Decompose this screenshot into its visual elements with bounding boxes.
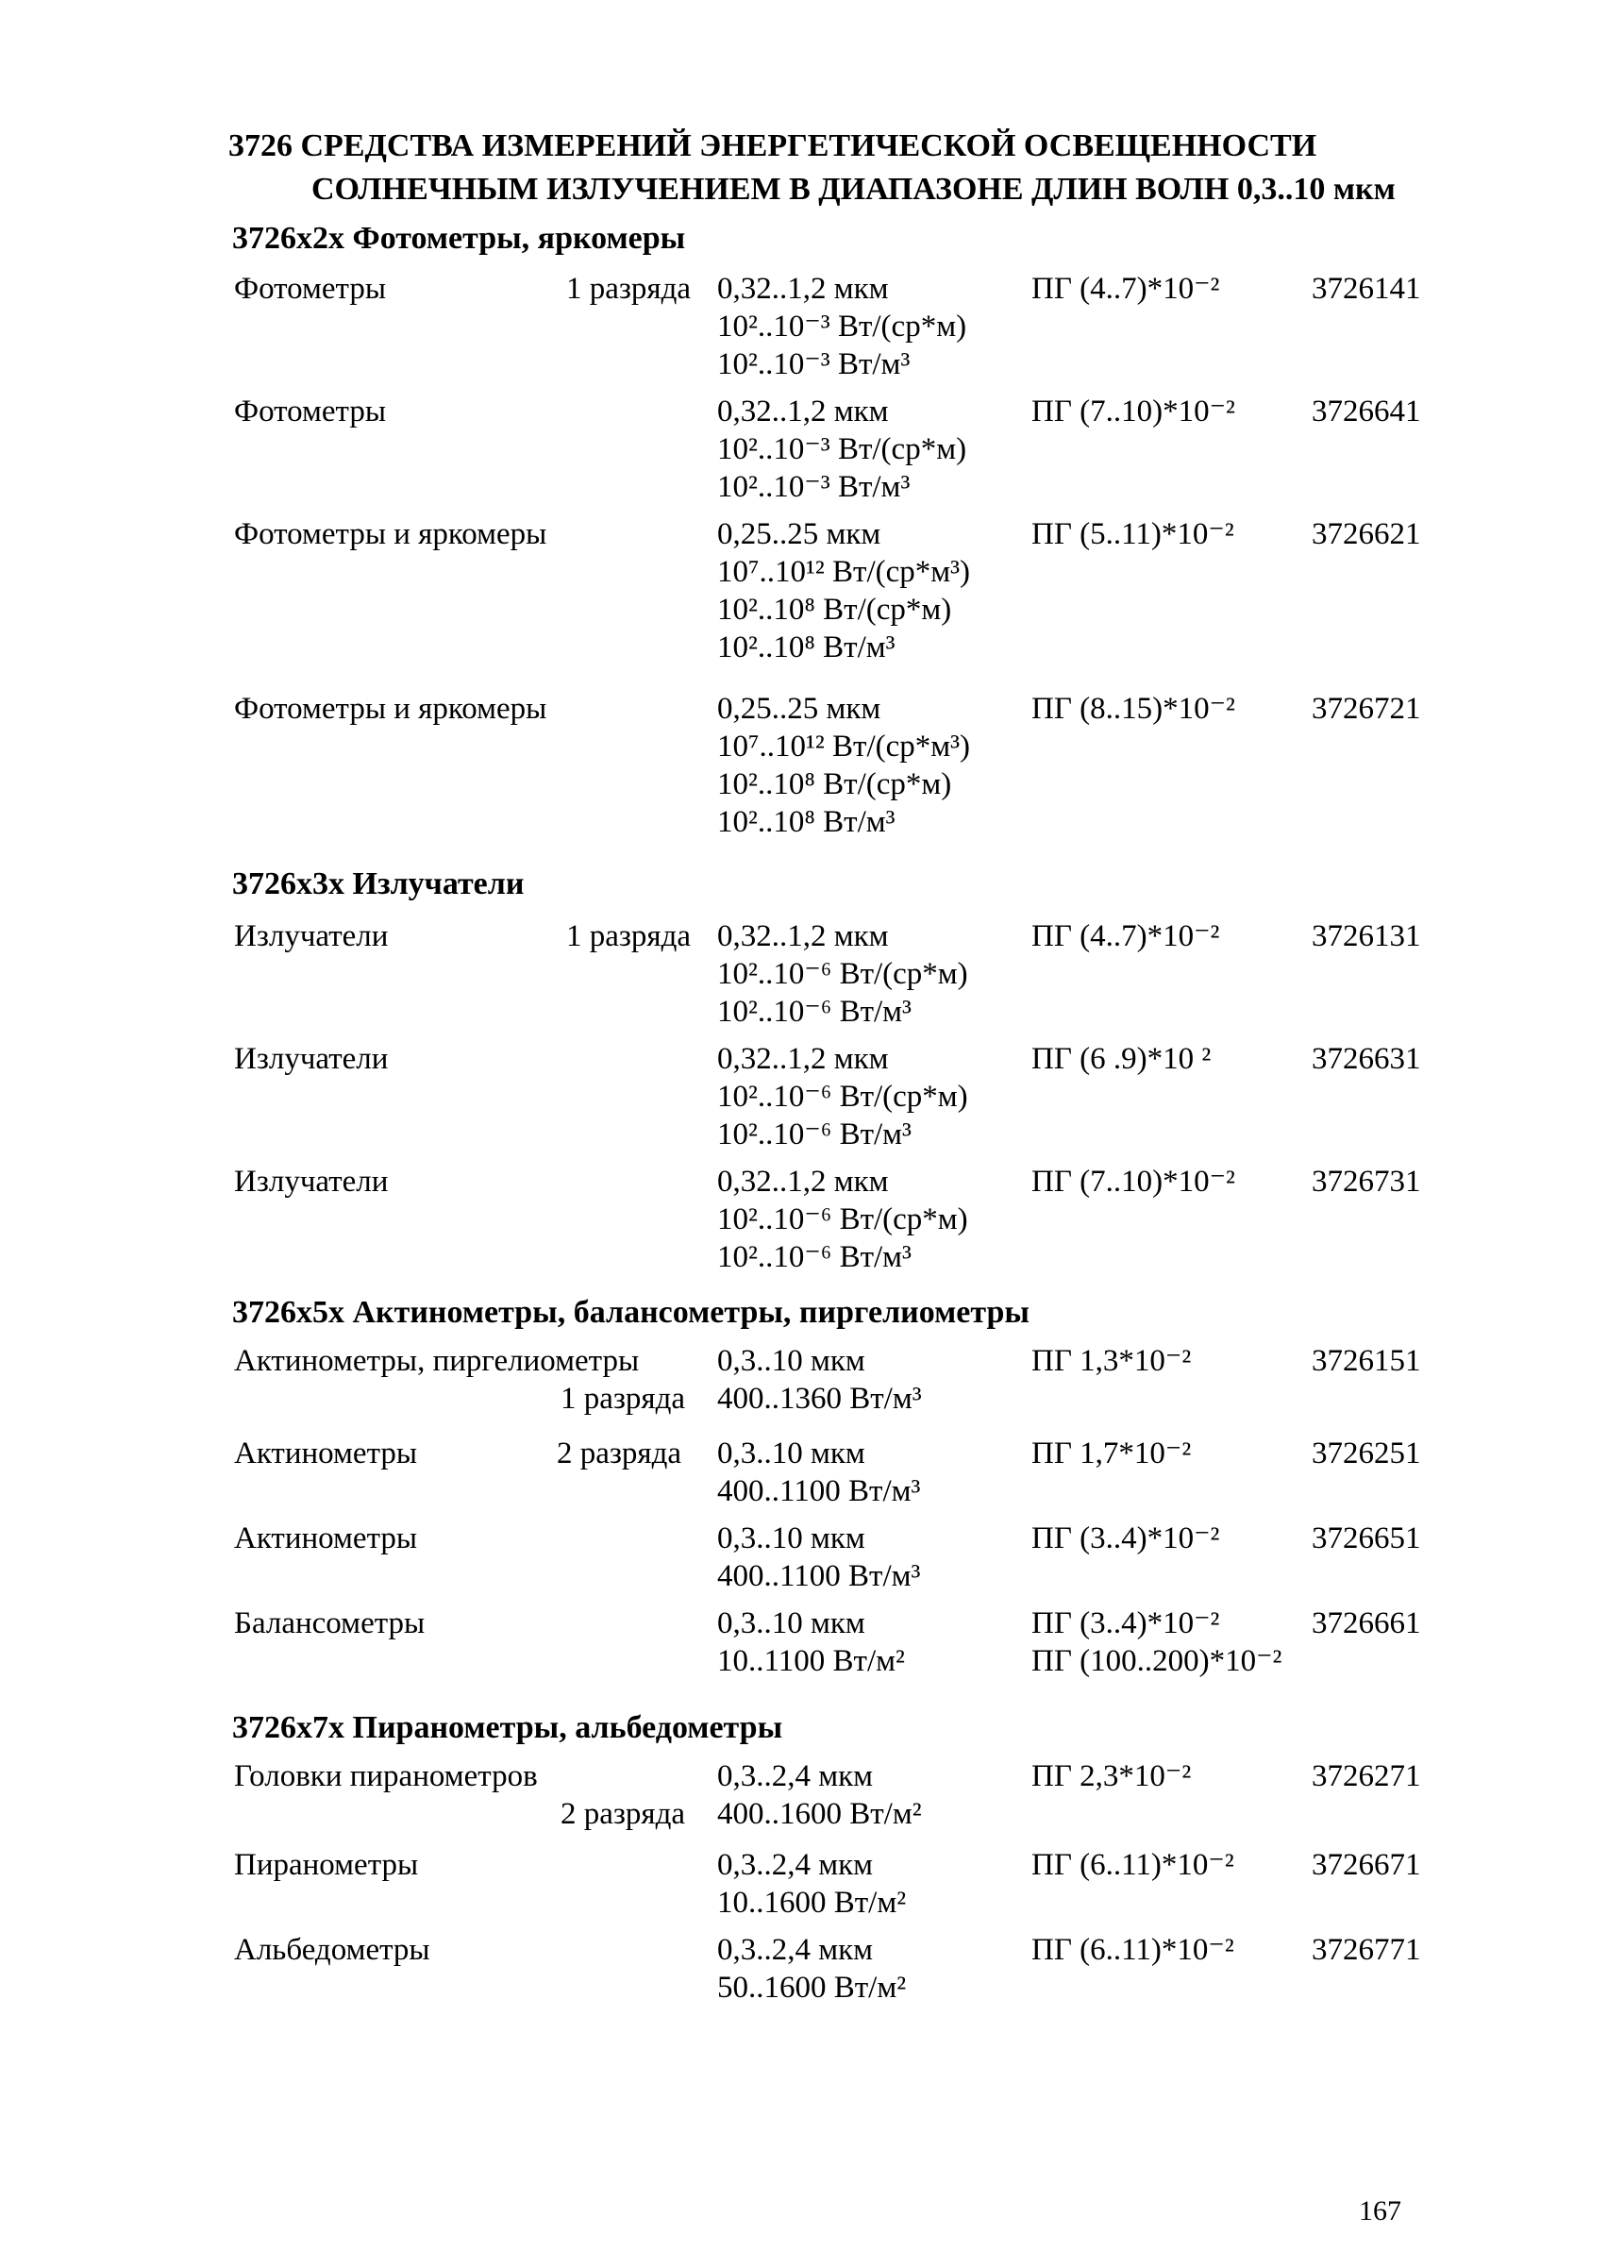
page-title xyxy=(228,125,1512,211)
accuracy-class: 1 разряда xyxy=(566,919,692,953)
error-line: ПГ (7..10)*10⁻² xyxy=(1031,1165,1235,1199)
accuracy-class: 1 разряда xyxy=(561,1382,686,1416)
error-limits xyxy=(1031,690,1235,728)
title-line-1: 3726 СРЕДСТВА ИЗМЕРЕНИЙ ЭНЕРГЕТИЧЕСКОЙ ОСВЕЩЕННОСТИ xyxy=(228,128,1317,163)
accuracy-class: 1 разряда xyxy=(566,272,692,306)
instrument-name: Пиранометры xyxy=(234,1848,419,1882)
instrument-name: Фотометры xyxy=(234,395,387,428)
section-heading: 3726x2x Фотометры, яркомеры xyxy=(232,221,686,256)
error-limits xyxy=(1031,515,1234,553)
range-line: 10²..10⁸ Вт/м³ xyxy=(717,630,896,664)
range-line: 0,3..2,4 мкм xyxy=(717,1848,874,1882)
instrument-name: Альбедометры xyxy=(234,1933,430,1967)
type-code: 3726661 xyxy=(1312,1606,1421,1640)
measurement-ranges xyxy=(717,1520,920,1595)
range-line: 10²..10⁻³ Вт/м³ xyxy=(717,470,911,504)
type-code: 3726721 xyxy=(1312,692,1421,726)
range-line: 400..1100 Вт/м³ xyxy=(717,1474,921,1508)
error-line: ПГ (3..4)*10⁻² xyxy=(1031,1521,1220,1555)
error-line: ПГ 2,3*10⁻² xyxy=(1031,1759,1192,1793)
range-line: 400..1600 Вт/м² xyxy=(717,1797,922,1831)
measurement-ranges xyxy=(717,270,966,383)
range-line: 0,3..2,4 мкм xyxy=(717,1759,874,1793)
instrument-name: Головки пиранометров xyxy=(234,1759,538,1793)
measurement-ranges xyxy=(717,1435,920,1510)
range-line: 10⁷..10¹² Вт/(ср*м³) xyxy=(717,730,971,764)
range-line: 10²..10⁻⁶ Вт/(ср*м) xyxy=(717,1202,968,1236)
range-line: 0,32..1,2 мкм xyxy=(717,395,889,428)
measurement-ranges xyxy=(717,1040,968,1153)
range-line: 400..1100 Вт/м³ xyxy=(717,1559,921,1593)
instrument-name: Фотометры и яркомеры xyxy=(234,517,547,551)
range-line: 0,3..10 мкм xyxy=(717,1521,865,1555)
range-line: 10²..10⁻⁶ Вт/(ср*м) xyxy=(717,957,968,991)
range-line: 10²..10⁻⁶ Вт/м³ xyxy=(717,1117,912,1151)
error-limits xyxy=(1031,1435,1191,1472)
error-line: ПГ 1,3*10⁻² xyxy=(1031,1344,1192,1378)
error-limits xyxy=(1031,1163,1235,1201)
error-line: ПГ (6..11)*10⁻² xyxy=(1031,1933,1234,1967)
range-line: 0,32..1,2 мкм xyxy=(717,1165,889,1199)
error-line: ПГ (6 .9)*10 ² xyxy=(1031,1042,1212,1076)
range-line: 0,25..25 мкм xyxy=(717,692,881,726)
error-line: ПГ (3..4)*10⁻² xyxy=(1031,1606,1220,1640)
type-code: 3726251 xyxy=(1312,1436,1421,1470)
section-heading: 3726x7x Пиранометры, альбедометры xyxy=(232,1710,783,1745)
accuracy-class: 2 разряда xyxy=(557,1436,682,1470)
range-line: 0,3..2,4 мкм xyxy=(717,1933,874,1967)
measurement-ranges xyxy=(717,515,970,666)
range-line: 50..1600 Вт/м² xyxy=(717,1971,907,2005)
error-line: ПГ (5..11)*10⁻² xyxy=(1031,517,1234,551)
measurement-ranges xyxy=(717,1163,968,1276)
error-limits xyxy=(1031,393,1235,430)
range-line: 10²..10⁻³ Вт/(ср*м) xyxy=(717,310,967,344)
measurement-ranges xyxy=(717,690,970,841)
range-line: 400..1360 Вт/м³ xyxy=(717,1382,922,1416)
error-limits xyxy=(1031,1040,1211,1078)
error-limits xyxy=(1031,270,1219,308)
range-line: 10²..10⁸ Вт/(ср*м) xyxy=(717,593,952,627)
instrument-name: Балансометры xyxy=(234,1606,426,1640)
section-heading: 3726x3x Излучатели xyxy=(232,866,525,901)
title-line-2: СОЛНЕЧНЫМ ИЗЛУЧЕНИЕМ В ДИАПАЗОНЕ ДЛИН ВОЛН 0,3..10 мкм xyxy=(311,172,1396,207)
error-line: ПГ (7..10)*10⁻² xyxy=(1031,395,1235,428)
range-line: 10²..10⁻⁶ Вт/м³ xyxy=(717,1240,912,1274)
range-line: 0,3..10 мкм xyxy=(717,1436,865,1470)
type-code: 3726631 xyxy=(1312,1042,1421,1076)
range-line: 0,32..1,2 мкм xyxy=(717,919,889,953)
error-line: ПГ (4..7)*10⁻² xyxy=(1031,919,1220,953)
instrument-name: Фотометры и яркомеры xyxy=(234,692,547,726)
page-number: 167 xyxy=(1359,2195,1401,2226)
instrument-name: Актинометры xyxy=(234,1436,418,1470)
range-line: 0,32..1,2 мкм xyxy=(717,1042,889,1076)
range-line: 10⁷..10¹² Вт/(ср*м³) xyxy=(717,555,971,589)
measurement-ranges xyxy=(717,393,966,506)
measurement-ranges xyxy=(717,1846,906,1922)
error-limits xyxy=(1031,1604,1281,1680)
error-limits xyxy=(1031,1520,1219,1557)
error-limits xyxy=(1031,917,1219,955)
range-line: 10²..10⁻³ Вт/м³ xyxy=(717,347,911,381)
error-line: ПГ 1,7*10⁻² xyxy=(1031,1436,1192,1470)
measurement-ranges xyxy=(717,1342,922,1418)
error-limits xyxy=(1031,1757,1191,1795)
type-code: 3726771 xyxy=(1312,1933,1421,1967)
instrument-name: Фотометры xyxy=(234,272,387,306)
range-line: 10..1100 Вт/м² xyxy=(717,1644,905,1678)
error-line: ПГ (8..15)*10⁻² xyxy=(1031,692,1235,726)
range-line: 0,32..1,2 мкм xyxy=(717,272,889,306)
type-code: 3726621 xyxy=(1312,517,1421,551)
measurement-ranges xyxy=(717,917,968,1031)
error-line: ПГ (100..200)*10⁻² xyxy=(1031,1644,1282,1678)
measurement-ranges xyxy=(717,1604,905,1680)
range-line: 0,25..25 мкм xyxy=(717,517,881,551)
type-code: 3726131 xyxy=(1312,919,1421,953)
range-line: 10..1600 Вт/м² xyxy=(717,1886,907,1920)
range-line: 10²..10⁻⁶ Вт/(ср*м) xyxy=(717,1080,968,1114)
instrument-name: Актинометры, пиргелиометры xyxy=(234,1344,640,1378)
instrument-name: Излучатели xyxy=(234,1165,389,1199)
error-line: ПГ (4..7)*10⁻² xyxy=(1031,272,1220,306)
range-line: 0,3..10 мкм xyxy=(717,1344,865,1378)
range-line: 10²..10⁸ Вт/м³ xyxy=(717,805,896,839)
range-line: 10²..10⁻⁶ Вт/м³ xyxy=(717,995,912,1029)
error-line: ПГ (6..11)*10⁻² xyxy=(1031,1848,1234,1882)
type-code: 3726641 xyxy=(1312,395,1421,428)
section-heading: 3726x5x Актинометры, балансометры, пиргелиометры xyxy=(232,1295,1030,1330)
measurement-ranges xyxy=(717,1931,906,2007)
range-line: 10²..10⁸ Вт/(ср*м) xyxy=(717,767,952,801)
range-line: 0,3..10 мкм xyxy=(717,1606,865,1640)
type-code: 3726671 xyxy=(1312,1848,1421,1882)
type-code: 3726731 xyxy=(1312,1165,1421,1199)
error-limits xyxy=(1031,1342,1191,1380)
instrument-name: Актинометры xyxy=(234,1521,418,1555)
type-code: 3726651 xyxy=(1312,1521,1421,1555)
instrument-name: Излучатели xyxy=(234,919,389,953)
error-limits xyxy=(1031,1846,1234,1884)
measurement-ranges xyxy=(717,1757,922,1833)
range-line: 10²..10⁻³ Вт/(ср*м) xyxy=(717,432,967,466)
type-code: 3726151 xyxy=(1312,1344,1421,1378)
type-code: 3726271 xyxy=(1312,1759,1421,1793)
instrument-name: Излучатели xyxy=(234,1042,389,1076)
type-code: 3726141 xyxy=(1312,272,1421,306)
error-limits xyxy=(1031,1931,1234,1969)
accuracy-class: 2 разряда xyxy=(561,1797,686,1831)
